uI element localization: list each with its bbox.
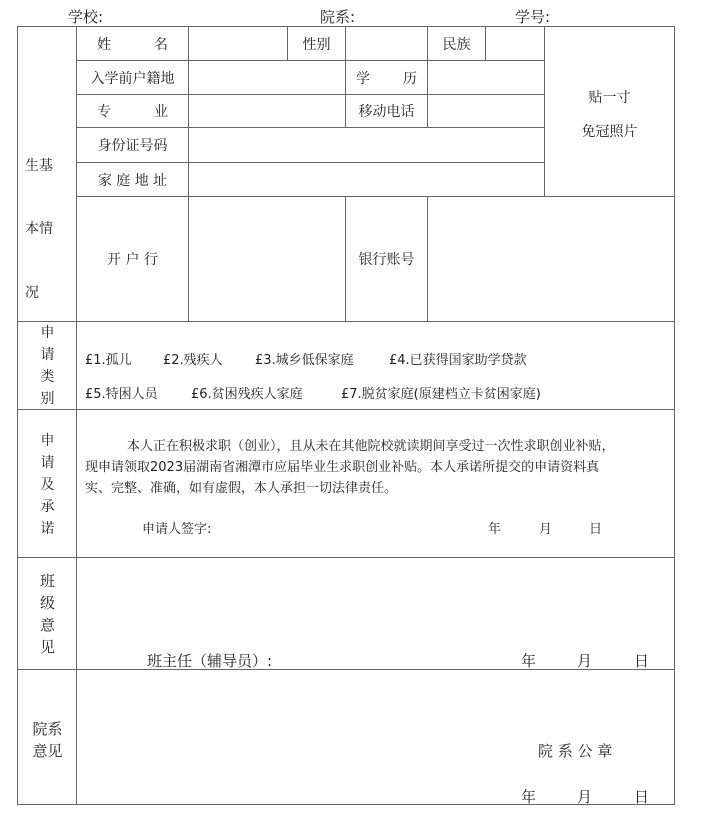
pledge-line-2: 现申请领取2023届湖南省湘潭市应届毕业生求职创业补贴。本人承诺所提交的申请资料真 (85, 460, 600, 475)
category-label-cell: 申 请 类 别 (17, 321, 77, 410)
day-label: 日 (634, 652, 650, 670)
dept-opinion-label-cell: 院系 意见 (17, 669, 77, 805)
school-label: 学校: (68, 8, 104, 26)
pledge-content (76, 409, 675, 558)
name-field[interactable] (188, 26, 288, 61)
pledge-line-3: 实、完整、准确，如有虚假，本人承担一切法律责任。 (85, 481, 398, 496)
class-opinion-label-cell: 班 级 意 见 (17, 557, 77, 670)
account-label: 银行账号 (345, 196, 428, 322)
pledge-line-1: 本人正在积极求职（创业），且从未在其他院校就读期间享受过一次性求职创业补贴， (127, 439, 615, 454)
day-label: 日 (634, 788, 650, 806)
category-options (76, 321, 675, 410)
pledge-label-cell: 申 请 及 承 诺 (17, 409, 77, 558)
dept-seal-label: 院 系 公 章 (538, 742, 613, 760)
option-7[interactable]: £7.脱贫家庭(原建档立卡贫困家庭) (341, 387, 541, 402)
phone-label: 移动电话 (345, 94, 428, 128)
option-2[interactable]: £2.残疾人 (163, 353, 223, 368)
month-label: 月 (577, 652, 593, 670)
photo-box: 贴一寸 免冠照片 (544, 26, 675, 197)
ethnicity-field[interactable] (485, 26, 545, 61)
basic-label-1: 生基 (25, 158, 53, 174)
hometown-field[interactable] (188, 60, 346, 95)
year-label: 年 (521, 788, 537, 806)
address-field[interactable] (188, 162, 545, 197)
hometown-label: 入学前户籍地 (76, 60, 189, 95)
account-field[interactable] (427, 196, 675, 322)
dept-opinion-content[interactable] (76, 669, 675, 805)
student-id-label: 学号: (515, 8, 551, 26)
option-6[interactable]: £6.贫困残疾人家庭 (191, 387, 303, 402)
class-opinion-content[interactable] (76, 557, 675, 670)
bank-label: 开 户 行 (76, 196, 189, 322)
year-label: 年 (488, 522, 502, 537)
major-label: 专 业 (76, 94, 189, 128)
phone-field[interactable] (427, 94, 545, 128)
month-label: 月 (577, 788, 593, 806)
year-label: 年 (521, 652, 537, 670)
basic-info-label-cell (17, 26, 77, 322)
class-teacher-label: 班主任（辅导员）: (147, 652, 273, 670)
option-3[interactable]: £3.城乡低保家庭 (255, 353, 354, 368)
month-label: 月 (539, 522, 553, 537)
option-4[interactable]: £4.已获得国家助学贷款 (389, 353, 527, 368)
department-label: 院系: (320, 8, 356, 26)
id-field[interactable] (188, 127, 545, 163)
major-field[interactable] (188, 94, 346, 128)
basic-label-3: 况 (25, 285, 39, 301)
gender-label: 性别 (287, 26, 346, 61)
ethnicity-label: 民族 (427, 26, 486, 61)
signature-label: 申请人签字: (142, 522, 212, 537)
option-1[interactable]: £1.孤儿 (85, 353, 132, 368)
day-label: 日 (589, 522, 603, 537)
name-label: 姓 名 (76, 26, 189, 61)
bank-field[interactable] (188, 196, 346, 322)
basic-label-2: 本情 (25, 221, 53, 237)
education-label: 学 历 (345, 60, 428, 95)
option-5[interactable]: £5.特困人员 (85, 387, 158, 402)
id-label: 身份证号码 (76, 127, 189, 163)
address-label: 家 庭 地 址 (76, 162, 189, 197)
gender-field[interactable] (345, 26, 428, 61)
education-field[interactable] (427, 60, 545, 95)
